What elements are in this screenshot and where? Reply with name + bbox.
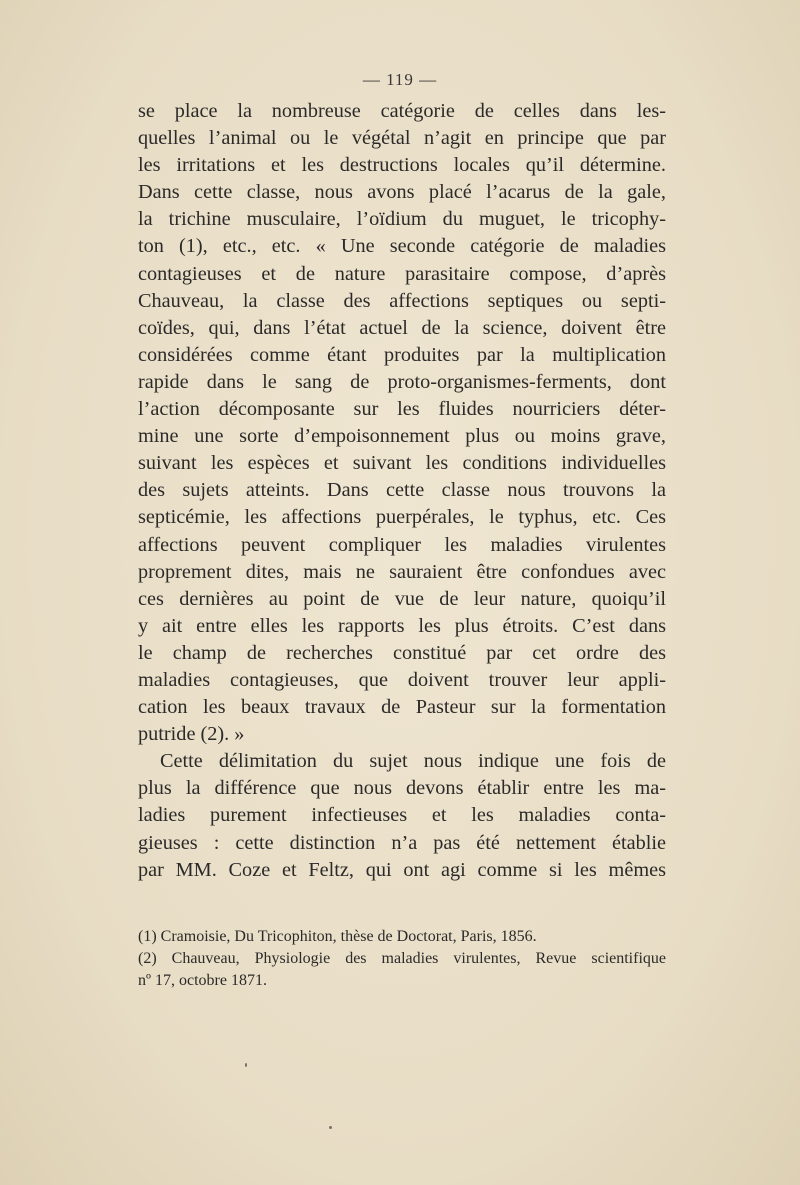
text-line: l’action décomposante sur les fluides nourriciers déter- [138, 398, 666, 421]
text-line: maladies contagieuses, que doivent trouver leur appli- [138, 668, 666, 691]
text-line: les irritations et les destructions locales qu’il détermine. [138, 154, 666, 177]
text-line: par MM. Coze et Feltz, qui ont agi comme si les mêmes [138, 858, 666, 881]
text-line: septicémie, les affections puerpérales, le typhus, etc. Ces [138, 506, 666, 529]
footnote-2-continued: nº 17, octobre 1871. [138, 972, 267, 989]
text-line: le champ de recherches constitué par cet ordre des [138, 641, 666, 664]
text-line: Cette délimitation du sujet nous indique une fois de [160, 750, 666, 773]
footnote-2: (2) Chauveau, Physiologie des maladies virulentes, Revue scientifique [138, 950, 666, 967]
text-line: ton (1), etc., etc. « Une seconde catégorie de maladies [138, 235, 666, 258]
ink-speck [329, 1126, 332, 1129]
ink-speck [245, 1063, 247, 1067]
footnote-1: (1) Cramoisie, Du Tricophiton, thèse de Doctorat, Paris, 1856. [138, 928, 537, 945]
text-line: plus la différence que nous devons établir entre les ma- [138, 777, 666, 800]
body-text [138, 98, 666, 884]
text-line: proprement dites, mais ne sauraient être confondues avec [138, 560, 666, 583]
text-line: y ait entre elles les rapports les plus étroits. C’est dans [138, 614, 666, 637]
text-line: cation les beaux travaux de Pasteur sur la formentation [138, 696, 666, 719]
text-line: la trichine musculaire, l’oïdium du muguet, le tricophy- [138, 208, 666, 231]
text-line: affections peuvent compliquer les maladies virulentes [138, 533, 666, 556]
footnotes [138, 926, 666, 992]
text-line: mine une sorte d’empoisonnement plus ou moins grave, [138, 425, 666, 448]
text-line: ces dernières au point de vue de leur nature, quoiqu’il [138, 587, 666, 610]
text-line: coïdes, qui, dans l’état actuel de la science, doivent être [138, 316, 666, 339]
text-line: ladies purement infectieuses et les maladies conta- [138, 804, 666, 827]
text-line: rapide dans le sang de proto-organismes-ferments, dont [138, 370, 666, 393]
text-line: Dans cette classe, nous avons placé l’acarus de la gale, [138, 181, 666, 204]
text-line: quelles l’animal ou le végétal n’agit en principe que par [138, 127, 666, 150]
text-line: putride (2). » [138, 723, 245, 746]
text-line: suivant les espèces et suivant les conditions individuelles [138, 452, 666, 475]
text-line: considérées comme étant produites par la multiplication [138, 343, 666, 366]
text-line: des sujets atteints. Dans cette classe nous trouvons la [138, 479, 666, 502]
text-line: gieuses : cette distinction n’a pas été nettement établie [138, 831, 666, 854]
page-number: — 119 — [362, 70, 438, 89]
text-line: se place la nombreuse catégorie de celles dans les- [138, 100, 666, 122]
text-line: contagieuses et de nature parasitaire compose, d’après [138, 262, 666, 285]
text-line: Chauveau, la classe des affections septiques ou septi- [138, 289, 666, 312]
